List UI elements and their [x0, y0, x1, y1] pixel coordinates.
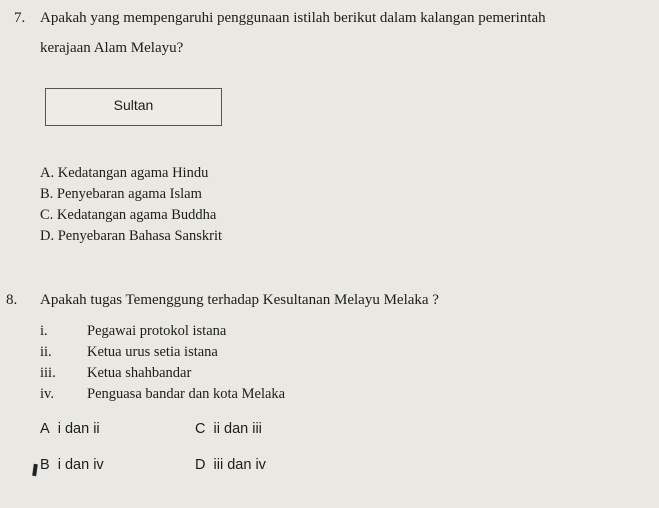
item-iv-number: iv.: [40, 386, 54, 402]
item-i-text: Pegawai protokol istana: [87, 323, 227, 339]
term-box: [45, 88, 222, 126]
option-d[interactable]: [40, 228, 222, 245]
choice-c[interactable]: [195, 421, 262, 437]
option-c-text: Kedatangan agama Buddha: [56, 207, 217, 223]
item-iii-number: iii.: [40, 365, 56, 381]
option-c[interactable]: [40, 207, 216, 224]
choice-d-text: iii dan iv: [213, 457, 266, 473]
choice-a-text: i dan ii: [57, 421, 100, 437]
choice-c-letter: C: [195, 421, 206, 437]
option-c-letter: C.: [40, 207, 54, 223]
option-b[interactable]: [40, 186, 202, 203]
item-iv-text: Penguasa bandar dan kota Melaka: [87, 386, 286, 402]
term-box-label: Sultan: [113, 97, 154, 113]
item-ii-text: Ketua urus setia istana: [87, 344, 218, 360]
option-d-letter: D.: [40, 228, 55, 244]
question-7-text-line1: Apakah yang mempengaruhi penggunaan istilah berikut dalam kalangan pemerintah: [40, 10, 546, 26]
question-7-number: 7.: [14, 10, 26, 26]
pen-mark: [32, 464, 38, 476]
item-ii-number: ii.: [40, 344, 52, 360]
choice-d[interactable]: [195, 457, 266, 473]
option-a[interactable]: [40, 165, 208, 182]
choice-a-letter: A: [40, 421, 50, 437]
choice-a[interactable]: [40, 421, 100, 437]
item-i-number: i.: [40, 323, 48, 339]
option-a-text: Kedatangan agama Hindu: [57, 165, 209, 181]
option-b-text: Penyebaran agama Islam: [56, 186, 202, 202]
choice-b[interactable]: [40, 457, 104, 473]
item-iii-text: Ketua shahbandar: [87, 365, 192, 381]
choice-c-text: ii dan iii: [213, 421, 262, 437]
option-b-letter: B.: [40, 186, 54, 202]
choice-b-letter: B: [40, 457, 50, 473]
question-8-number: 8.: [6, 292, 18, 308]
option-d-text: Penyebaran Bahasa Sanskrit: [57, 228, 223, 244]
choice-b-text: i dan iv: [57, 457, 104, 473]
choice-d-letter: D: [195, 457, 206, 473]
question-8-text: Apakah tugas Temenggung terhadap Kesultanan Melayu Melaka ?: [40, 292, 439, 308]
question-7-text-line2: kerajaan Alam Melayu?: [40, 40, 184, 56]
option-a-letter: A.: [40, 165, 55, 181]
